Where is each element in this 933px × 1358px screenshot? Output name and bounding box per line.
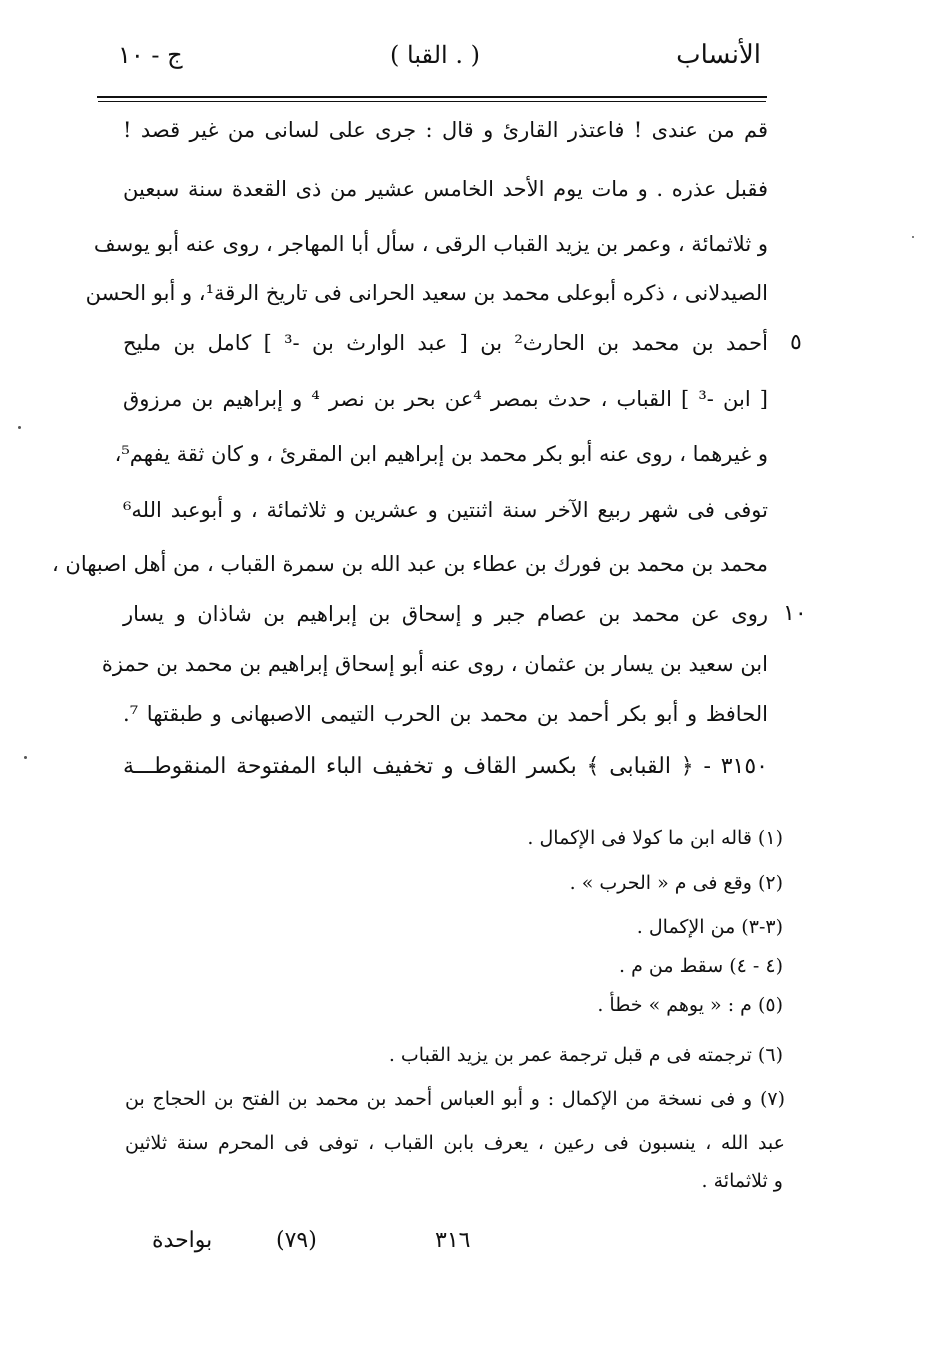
body-line-6: [ ابن -³ ] القباب ، حدث بمصر ⁴عن بحر بن نصر ⁴ و إبراهيم بن مرزوق [123,387,768,411]
scan-speck [18,426,21,429]
footnote-7-line-2: عبد الله ، ينسبون فى رعين ، يعرف بابن القباب ، توفى فى المحرم سنة ثلاثين [125,1132,785,1154]
footnote-6: (٦) ترجمته فى م قبل ترجمة عمر بن يزيد القباب . [388,1044,783,1066]
body-line-1: قم من عندى ! فاعتذر القارئ و قال : جرى على لسانى من غير قصد ! [123,118,769,142]
footnote-7-line-1: (٧) و فى نسخة من الإكمال : و أبو العباس أحمد بن محمد بن الفتح بن الحجاج بن [125,1088,785,1110]
header-rule-thick [97,96,767,98]
footnote-7-line-3: و ثلاثمائة . [701,1170,783,1192]
footnote-3: (٣-٣) من الإكمال . [636,916,783,938]
margin-line-number-10: ١٠ [783,601,807,626]
scan-speck [912,236,914,238]
body-line-10: روى عن محمد بن عصام جبر و إسحاق بن إبراهيم بن شاذان و يسار [123,602,768,626]
footnote-4: (٤ - ٤) سقط من م . [619,955,783,977]
body-line-5: أحمد بن محمد بن الحارث² بن [ عبد الوارث بن -³ ] كامل بن مليح [123,331,768,355]
body-line-12: الحافظ و أبو بكر أحمد بن محمد بن الحرب التيمى الاصبهانى و طبقتها ⁷. [123,702,768,726]
body-line-2: فقبل عذره . و مات يوم الأحد الخامس عشير من ذى القعدة سنة سبعين [123,177,768,201]
scan-speck [24,756,27,759]
body-line-4: الصيدلانى ، ذكره أبوعلى محمد بن سعيد الحرانى فى تاريخ الرقة¹، و أبو الحسن [85,281,768,305]
body-line-9: محمد بن محمد بن فورك بن عطاء بن عبد الله بن سمرة القباب ، من أهل اصبهان ، [51,552,768,576]
body-line-11: ابن سعيد بن يسار بن عثمان ، روى عنه أبو إسحاق إبراهيم بن محمد بن حمزة [101,652,768,676]
running-header-book-title: الأنساب [676,40,761,70]
footnote-2: (٢) وقع فى م « الحرب » . [569,872,783,894]
running-header-volume: ج - ١٠ [118,41,183,69]
body-line-8: توفى فى شهر ربيع الآخر سنة اثنتين و عشرين و ثلاثمائة ، و أبوعبد الله⁶ [123,498,768,522]
entry-heading-line: ٣١٥٠ - ﴿ القبابى ﴾ بكسر القاف و تخفيف الباء المفتوحة المنقوطـــة [123,754,768,779]
catchword: بواحدة [152,1228,213,1253]
margin-line-number-5: ٥ [790,330,802,355]
signature-mark: (٧٩) [276,1228,317,1253]
page-number: ٣١٦ [435,1228,471,1253]
body-line-3: و ثلاثمائة ، وعمر بن يزيد القباب الرقى ، سأل أبا المهاجر ، روى عنه أبو يوسف [93,232,768,256]
body-line-7: و غيرهما ، روى عنه أبو بكر محمد بن إبراهيم ابن المقرئ ، و كان ثقة يفهم⁵، [114,442,768,466]
header-rule-thin [98,101,766,102]
footnote-5: (٥) م : « يوهم » خطأ . [597,994,783,1016]
footnote-1: (١) قاله ابن ما كولا فى الإكمال . [527,827,783,849]
running-header-entry-title: ( القبا . ) [390,41,480,69]
